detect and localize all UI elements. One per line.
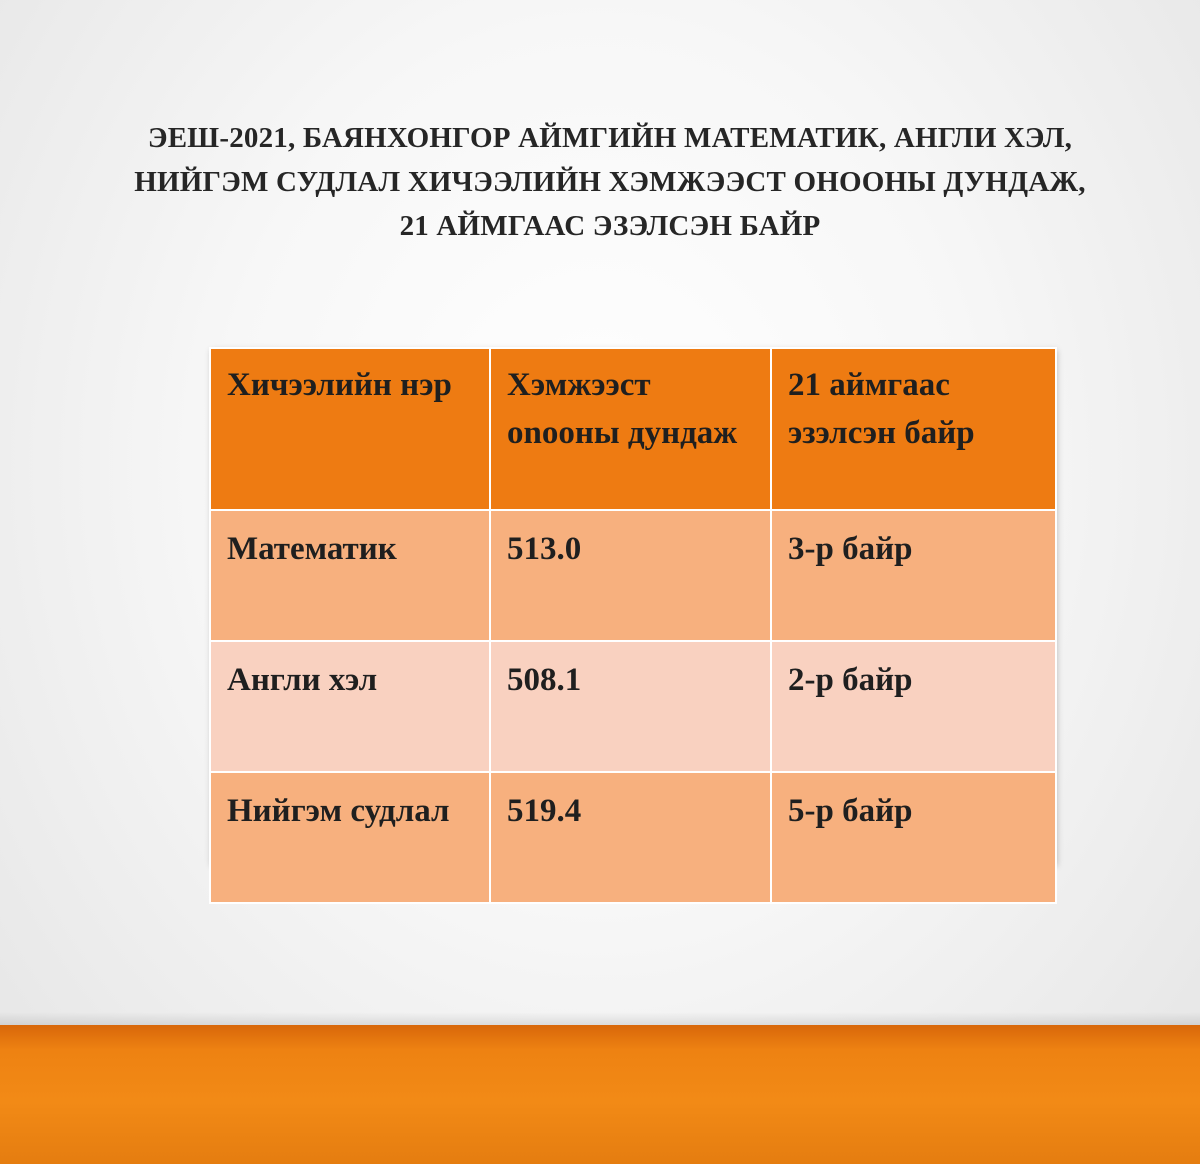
table-row	[210, 510, 1056, 641]
results-table-container	[209, 347, 1055, 863]
header-average-score: Хэмжээст onooны дундаж	[490, 348, 771, 510]
cell-subject: Математик	[210, 510, 490, 641]
cell-rank: 5-р байр	[771, 772, 1056, 903]
cell-average-score: 508.1	[490, 641, 771, 772]
cell-subject: Нийгэм судлал	[210, 772, 490, 903]
table-row	[210, 641, 1056, 772]
results-table	[209, 347, 1057, 904]
slide-title	[40, 116, 1180, 248]
cell-rank: 2-р байр	[771, 641, 1056, 772]
table-header-row	[210, 348, 1056, 510]
title-line-3: 21 АЙМГААС ЭЗЭЛСЭН БАЙР	[399, 210, 821, 242]
cell-average-score: 519.4	[490, 772, 771, 903]
cell-average-score: 513.0	[490, 510, 771, 641]
title-line-1: ЭЕШ-2021, БАЯНХОНГОР АЙМГИЙН МАТЕМАТИК, АНГЛИ ХЭЛ,	[147, 122, 1073, 154]
table-row	[210, 772, 1056, 903]
header-rank: 21 аймгаас эзэлсэн байр	[771, 348, 1056, 510]
cell-subject: Англи хэл	[210, 641, 490, 772]
bottom-orange-band	[0, 1025, 1200, 1164]
band-shadow	[0, 1012, 1200, 1026]
header-subject: Хичээлийн нэр	[210, 348, 490, 510]
title-line-2: НИЙГЭМ СУДЛАЛ ХИЧЭЭЛИЙН ХЭМЖЭЭСТ ОНООНЫ ДУНДАЖ,	[134, 166, 1086, 198]
cell-rank: 3-р байр	[771, 510, 1056, 641]
